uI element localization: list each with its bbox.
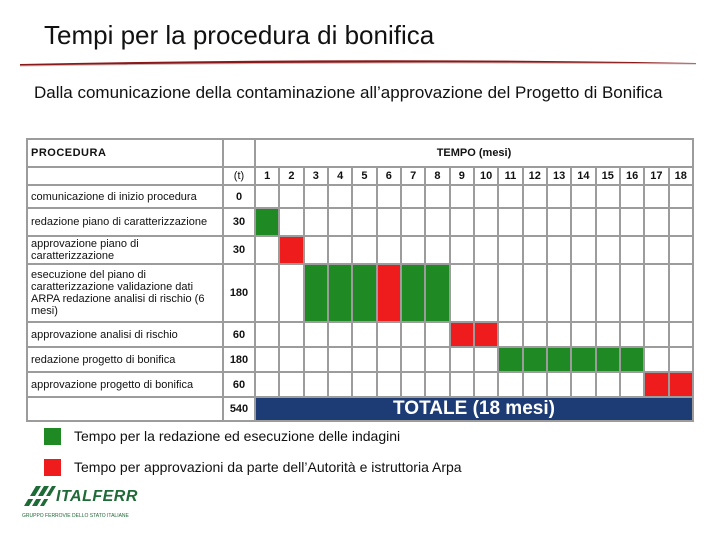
month-header: 11 [499,168,521,184]
timeline-cell-empty [426,348,448,371]
timeline-cell-empty [402,323,424,346]
procedure-step-label: redazione progetto di bonifica [28,348,222,371]
timeline-cell-empty [597,186,619,207]
timeline-cell-empty [524,209,546,235]
timeline-cell-empty [329,237,351,263]
timeline-cell-empty [524,186,546,207]
total-days: 540 [224,398,254,420]
timeline-cell-empty [572,186,594,207]
timeline-cell-empty [256,348,278,371]
timeline-cell-empty [426,323,448,346]
timeline-cell-empty [475,348,497,371]
timeline-cell-empty [378,186,400,207]
timeline-cell-empty [597,237,619,263]
timeline-cell-indagini [353,265,375,321]
timeline-cell-empty [572,209,594,235]
timeline-cell-empty [548,373,570,396]
timeline-cell-empty [645,186,667,207]
timeline-cell-empty [524,323,546,346]
timeline-cell-empty [670,209,692,235]
timeline-cell-indagini [572,348,594,371]
month-header: 16 [621,168,643,184]
timeline-cell-empty [572,323,594,346]
timeline-cell-empty [645,265,667,321]
timeline-cell-empty [572,237,594,263]
timeline-cell-empty [451,186,473,207]
month-header: 17 [645,168,667,184]
month-header: 9 [451,168,473,184]
timeline-cell-empty [426,373,448,396]
timeline-cell-empty [256,237,278,263]
timeline-cell-empty [451,265,473,321]
timeline-cell-empty [548,323,570,346]
procedure-step-label: comunicazione di inizio procedura [28,186,222,207]
timeline-cell-approvazione [475,323,497,346]
timeline-cell-empty [670,186,692,207]
timeline-cell-empty [378,323,400,346]
step-duration-days: 180 [224,265,254,321]
timeline-cell-empty [329,348,351,371]
timeline-cell-empty [256,186,278,207]
timeline-cell-empty [329,373,351,396]
step-duration-days: 60 [224,323,254,346]
timeline-cell-empty [524,265,546,321]
timeline-cell-empty [645,323,667,346]
step-duration-days: 60 [224,373,254,396]
timeline-cell-indagini [499,348,521,371]
timeline-cell-empty [402,186,424,207]
timeline-cell-empty [426,209,448,235]
timeline-cell-empty [353,237,375,263]
unit-label: (t) [224,168,254,184]
timeline-cell-empty [402,209,424,235]
timeline-cell-approvazione [280,237,302,263]
timeline-cell-empty [451,348,473,371]
timeline-cell-empty [426,186,448,207]
timeline-cell-empty [621,209,643,235]
timeline-cell-empty [378,373,400,396]
month-header: 1 [256,168,278,184]
timeline-cell-empty [402,348,424,371]
timeline-cell-empty [670,323,692,346]
step-duration-days: 0 [224,186,254,207]
timeline-cell-empty [499,265,521,321]
timeline-cell-empty [499,209,521,235]
timeline-cell-empty [572,373,594,396]
month-header: 4 [329,168,351,184]
timeline-cell-approvazione [645,373,667,396]
timeline-cell-approvazione [451,323,473,346]
timeline-cell-indagini [426,265,448,321]
month-header: 14 [572,168,594,184]
procedure-step-label: redazione piano di caratterizzazione [28,209,222,235]
step-duration-days: 30 [224,209,254,235]
timeline-cell-empty [524,237,546,263]
timeline-cell-empty [499,323,521,346]
timeline-cell-empty [353,186,375,207]
timeline-cell-empty [305,237,327,263]
logo-tagline: GRUPPO FERROVIE DELLO STATO ITALIANE [22,513,129,519]
timeline-cell-indagini [524,348,546,371]
step-duration-days: 180 [224,348,254,371]
timeline-cell-empty [353,348,375,371]
month-header: 15 [597,168,619,184]
timeline-cell-empty [305,209,327,235]
timeline-cell-empty [621,237,643,263]
timeline-cell-empty [548,186,570,207]
logo-wordmark: ITALFERR [56,488,138,505]
timeline-cell-empty [305,373,327,396]
timeline-cell-approvazione [378,265,400,321]
month-row-spacer [28,168,222,184]
timeline-cell-empty [572,265,594,321]
timeline-cell-empty [475,373,497,396]
timeline-cell-empty [621,265,643,321]
timeline-cell-empty [280,348,302,371]
timeline-cell-empty [402,237,424,263]
timeline-cell-empty [378,348,400,371]
timeline-cell-empty [670,237,692,263]
italferr-logo-icon [22,482,56,512]
timeline-cell-empty [597,323,619,346]
timeline-cell-empty [548,209,570,235]
slide-title: Tempi per la procedura di bonifica [44,20,435,50]
timeline-cell-indagini [402,265,424,321]
timeline-cell-indagini [548,348,570,371]
timeline-cell-empty [329,323,351,346]
timeline-cell-empty [305,186,327,207]
timeline-cell-empty [353,323,375,346]
timeline-cell-empty [426,237,448,263]
legend-text: Tempo per la redazione ed esecuzione delle indagini [74,428,401,444]
timeline-cell-empty [451,209,473,235]
italferr-logo [20,480,140,522]
legend-swatch-green [44,428,61,445]
timeline-cell-empty [621,373,643,396]
timeline-cell-empty [621,186,643,207]
timeline-cell-empty [524,373,546,396]
timeline-cell-empty [329,186,351,207]
month-header: 7 [402,168,424,184]
timeline-cell-empty [280,373,302,396]
total-banner: TOTALE (18 mesi) [256,398,692,420]
procedure-step-label: approvazione analisi di rischio [28,323,222,346]
timeline-cell-empty [499,237,521,263]
procedure-timeline-table [26,138,694,422]
legend-text: Tempo per approvazioni da parte dell’Autorità e istruttoria Arpa [74,459,462,475]
timeline-cell-empty [402,373,424,396]
timeline-cell-empty [305,348,327,371]
timeline-cell-empty [475,186,497,207]
timeline-cell-empty [645,237,667,263]
timeline-cell-empty [305,323,327,346]
timeline-cell-approvazione [670,373,692,396]
timeline-cell-empty [280,323,302,346]
timeline-cell-empty [475,265,497,321]
timeline-cell-empty [475,209,497,235]
timeline-cell-empty [597,209,619,235]
timeline-cell-indagini [621,348,643,371]
month-header: 13 [548,168,570,184]
timeline-cell-empty [499,186,521,207]
time-header: TEMPO (mesi) [256,140,692,166]
timeline-cell-empty [280,265,302,321]
timeline-cell-empty [353,209,375,235]
procedure-step-label: approvazione progetto di bonifica [28,373,222,396]
timeline-cell-empty [451,373,473,396]
timeline-cell-empty [256,373,278,396]
timeline-cell-empty [256,265,278,321]
month-header: 18 [670,168,692,184]
timeline-cell-empty [378,237,400,263]
month-header: 5 [353,168,375,184]
month-header: 12 [524,168,546,184]
timeline-cell-indagini [256,209,278,235]
timeline-cell-empty [645,348,667,371]
total-label-spacer [28,398,222,420]
timeline-cell-empty [670,265,692,321]
month-header: 3 [305,168,327,184]
procedure-step-label: approvazione piano di caratterizzazione [28,237,222,263]
timeline-cell-empty [280,186,302,207]
timeline-cell-empty [499,373,521,396]
timeline-cell-empty [280,209,302,235]
timeline-cell-empty [451,237,473,263]
slide-subtitle: Dalla comunicazione della contaminazione all’approvazione del Progetto di Bonifica [34,83,663,102]
legend-swatch-red [44,459,61,476]
timeline-cell-empty [621,323,643,346]
month-header: 6 [378,168,400,184]
timeline-cell-indagini [305,265,327,321]
timeline-cell-empty [329,209,351,235]
timeline-cell-empty [475,237,497,263]
timeline-cell-empty [256,323,278,346]
timeline-cell-empty [597,373,619,396]
timeline-cell-empty [670,348,692,371]
title-underline [20,58,696,68]
timeline-cell-indagini [329,265,351,321]
timeline-cell-empty [353,373,375,396]
timeline-cell-empty [548,265,570,321]
timeline-cell-indagini [597,348,619,371]
timeline-cell-empty [645,209,667,235]
month-header: 10 [475,168,497,184]
month-header: 8 [426,168,448,184]
procedure-step-label: esecuzione del piano di caratterizzazione validazione dati ARPA redazione analisi di rischio (6 mesi) [28,265,222,321]
step-duration-days: 30 [224,237,254,263]
header-spacer [224,140,254,166]
timeline-cell-empty [597,265,619,321]
timeline-cell-empty [378,209,400,235]
procedure-header: PROCEDURA [28,140,222,166]
timeline-cell-empty [548,237,570,263]
month-header: 2 [280,168,302,184]
